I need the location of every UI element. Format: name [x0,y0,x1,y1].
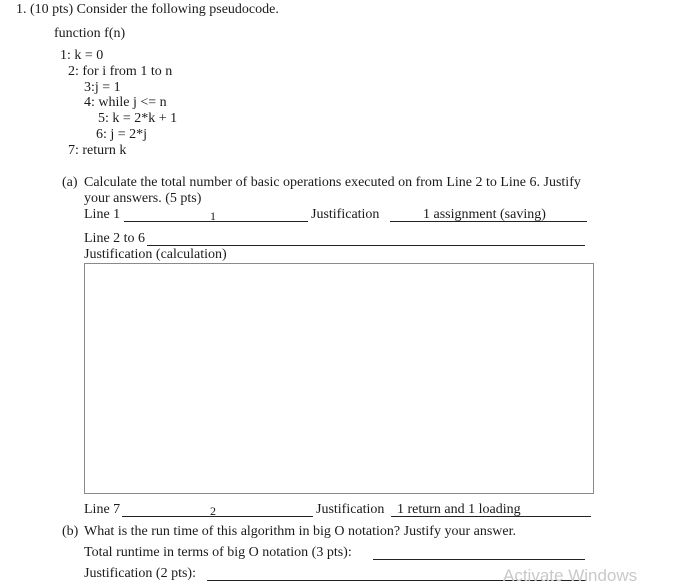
line1-label: Line 1 [84,207,121,222]
part-a-label: (a) [62,175,78,190]
question-title: (10 pts) Consider the following pseudocode. [30,2,279,17]
line7-justification-blank[interactable] [391,502,591,517]
line1-justification-value: 1 assignment (saving) [423,207,546,222]
runtime-label: Total runtime in terms of big O notation (3 pts): [84,545,352,560]
code-line-4: 4: while j <= n [84,95,167,110]
question-number: 1. [16,2,27,17]
code-line-1: 1: k = 0 [60,48,104,63]
part-b-label: (b) [62,524,79,539]
line7-label: Line 7 [84,502,121,517]
line26-answer-blank[interactable] [147,231,585,246]
function-signature: function f(n) [54,26,126,41]
line1-answer-value: 1 [210,209,216,223]
line1-row [84,207,120,223]
code-line-3: 3:j = 1 [84,80,121,95]
activate-windows-watermark: Activate Windows [503,566,638,585]
part-a-question-line1: Calculate the total number of basic operations executed on from Line 2 to Line 6. Justify [84,175,581,190]
part-a-question-line2: your answers. (5 pts) [84,191,202,206]
part-b-justification-label: Justification (2 pts): [84,566,196,581]
code-line-7: 7: return k [68,143,127,158]
justification-calc-label: Justification (calculation) [84,247,227,262]
part-b-question: What is the run time of this algorithm in big O notation? Justify your answer. [84,524,516,539]
calculation-answer-box[interactable] [84,263,594,494]
line26-label: Line 2 to 6 [84,231,146,246]
line1-justification-label: Justification [311,207,380,222]
line1-justification-blank[interactable] [390,207,587,222]
line7-justification-label: Justification [316,502,385,517]
code-line-6: 6: j = 2*j [96,127,148,142]
line7-justification-value: 1 return and 1 loading [397,502,521,517]
line1-answer-blank[interactable] [124,207,308,222]
code-line-2: 2: for i from 1 to n [68,64,173,79]
line7-answer-blank[interactable] [122,502,313,517]
question-header [16,2,279,18]
code-line-5: 5: k = 2*k + 1 [98,111,178,126]
line7-answer-value: 2 [210,504,216,518]
runtime-answer-blank[interactable] [373,545,585,560]
